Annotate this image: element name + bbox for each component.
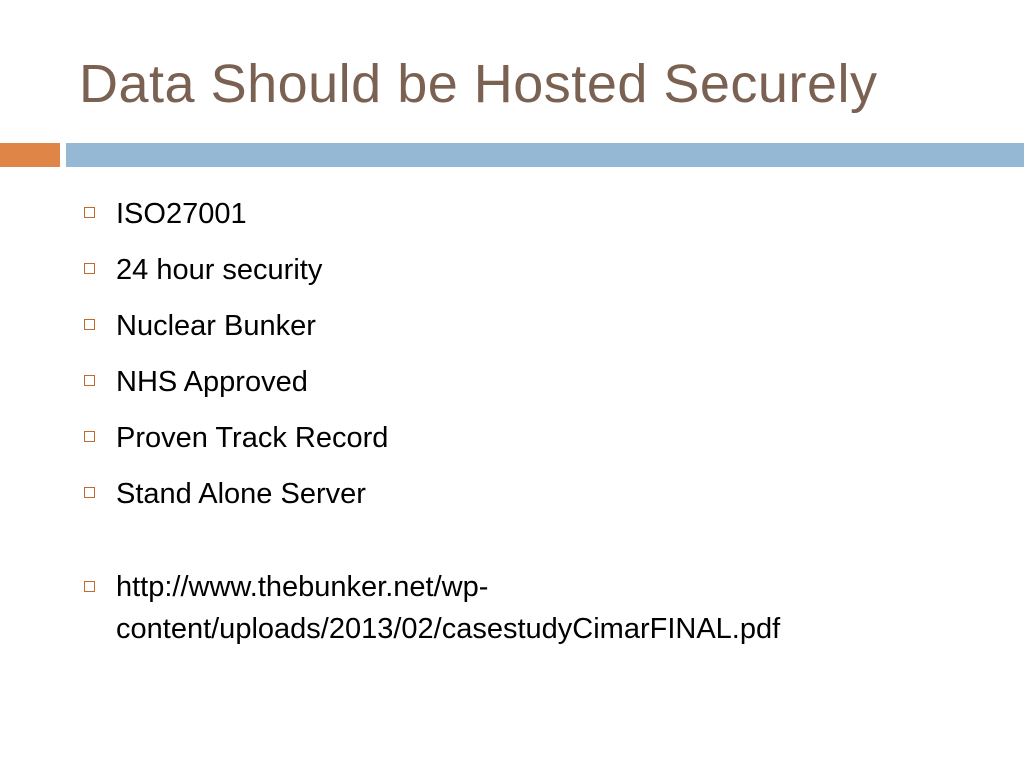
- hollow-square-icon: [84, 375, 95, 386]
- case-study-link[interactable]: http://www.thebunker.net/wp- content/uploads/2013/02/casestudyCimarFINAL.pdf: [116, 571, 781, 645]
- bullet-list: [84, 186, 984, 650]
- bullet-text: Nuclear Bunker: [116, 310, 316, 342]
- bullet-item-link: [84, 566, 984, 650]
- bullet-item: [84, 298, 984, 354]
- hollow-square-icon: [84, 263, 95, 274]
- bullet-item: [84, 410, 984, 466]
- bullet-text: 24 hour security: [116, 254, 323, 286]
- accent-bar-orange: [0, 143, 60, 167]
- hollow-square-icon: [84, 431, 95, 442]
- hollow-square-icon: [84, 487, 95, 498]
- hollow-square-icon: [84, 207, 95, 218]
- bullet-text: NHS Approved: [116, 366, 308, 398]
- bullet-item: [84, 466, 984, 522]
- bullet-item: [84, 242, 984, 298]
- bullet-text: ISO27001: [116, 198, 247, 230]
- bullet-text: Stand Alone Server: [116, 478, 366, 510]
- slide-title: Data Should be Hosted Securely: [79, 54, 878, 114]
- hollow-square-icon: [84, 581, 95, 592]
- bullet-item: [84, 354, 984, 410]
- bullet-text: Proven Track Record: [116, 422, 389, 454]
- bullet-item: [84, 186, 984, 242]
- accent-bar-blue: [66, 143, 1024, 167]
- hollow-square-icon: [84, 319, 95, 330]
